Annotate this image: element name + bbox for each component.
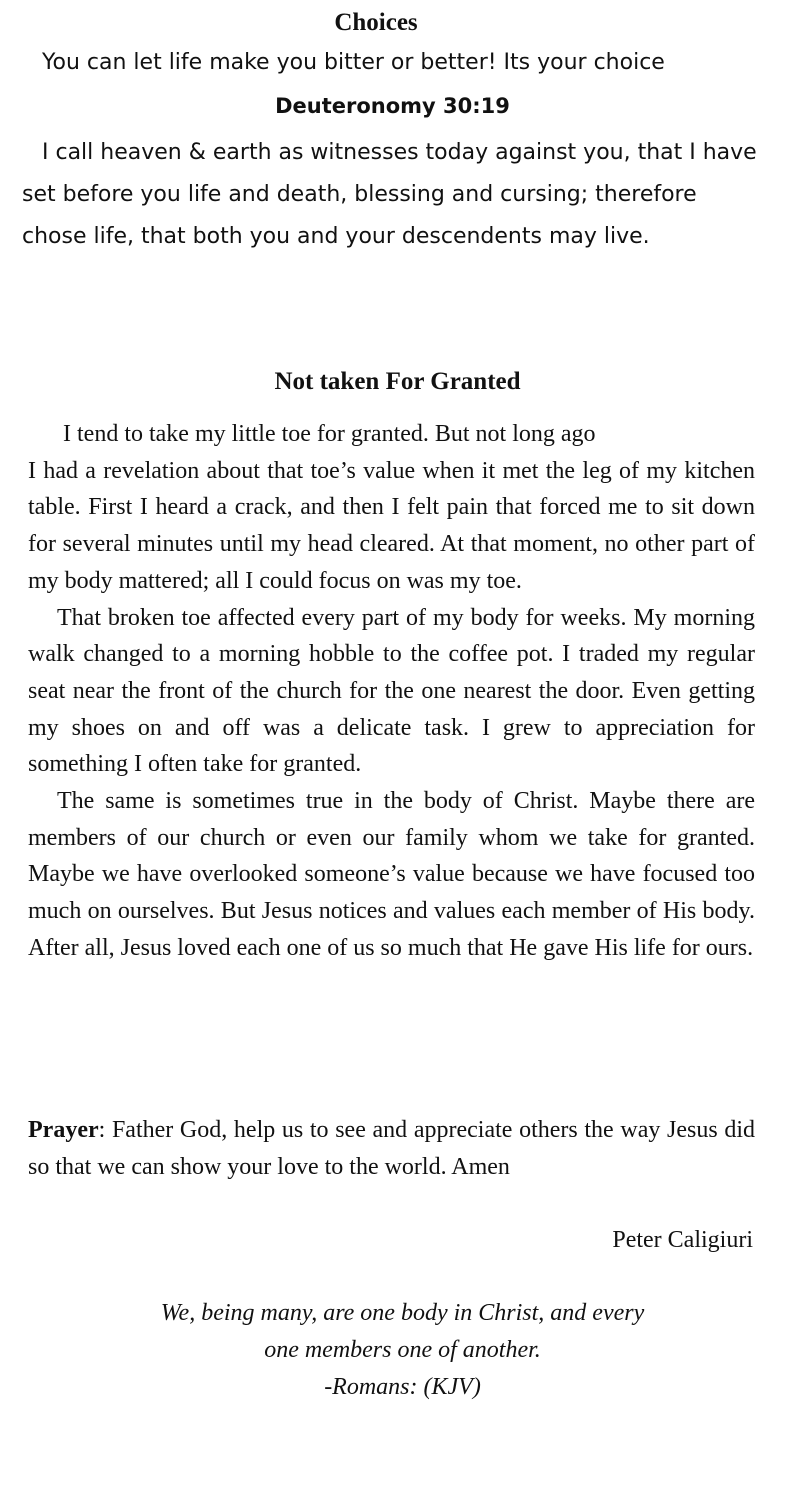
author-name: Peter Caligiuri — [612, 1227, 753, 1253]
devotion-paragraph-1 — [28, 416, 755, 453]
devotion-paragraph-1-first-line: I tend to take my little toe for granted. But not long ago — [63, 421, 596, 447]
scripture-line-2: one members one of another. — [264, 1337, 541, 1363]
devotion-title: Not taken For Granted — [274, 368, 521, 395]
verse-text: I call heaven & earth as witnesses today against you, that I have set before you life and death, blessing and cursing; therefore chose life, that both you and your descendents may live. — [22, 140, 757, 249]
prayer-text: Father God, help us to see and appreciate others the way Jesus did so that we can show your love to the world. Amen — [28, 1117, 755, 1180]
devotion-paragraph-3: The same is sometimes true in the body of Christ. Maybe there are members of our church or even our family whom we take for granted. Maybe we have overlooked someone’s value because we have focused too much on ourselves. But Jesus notices and values each member of His body. After all, Jesus loved each one of us so much that He gave His life for ours. — [28, 788, 755, 961]
scripture-line-1: We, being many, are one body in Christ, and every — [160, 1300, 645, 1326]
prayer — [28, 1112, 755, 1185]
prayer-separator: : — [98, 1117, 106, 1143]
devotion-body — [28, 416, 755, 967]
scripture-reference: -Romans: (KJV) — [324, 1374, 481, 1400]
verse-reference: Deuteronomy 30:19 — [275, 94, 510, 118]
choices-tagline: You can let life make you bitter or better! Its your choice — [42, 50, 665, 75]
closing-scripture — [0, 1295, 785, 1406]
prayer-label: Prayer — [28, 1117, 99, 1143]
choices-title: Choices — [334, 9, 418, 36]
devotion-paragraph-2: That broken toe affected every part of my body for weeks. My morning walk changed to a morning hobble to the coffee pot. I traded my regular seat near the front of the church for the one nearest the door. Even getting my shoes on and off was a delicate task. I grew to appreciation for something I often take for granted. — [28, 604, 755, 778]
devotion-paragraph-1-continued: I had a revelation about that toe’s value when it met the leg of my kitchen table. First I heard a crack, and then I felt pain that forced me to sit down for several minutes until my head cleared. At that moment, no other part of my body mattered; all I could focus on was my toe. — [28, 457, 755, 594]
